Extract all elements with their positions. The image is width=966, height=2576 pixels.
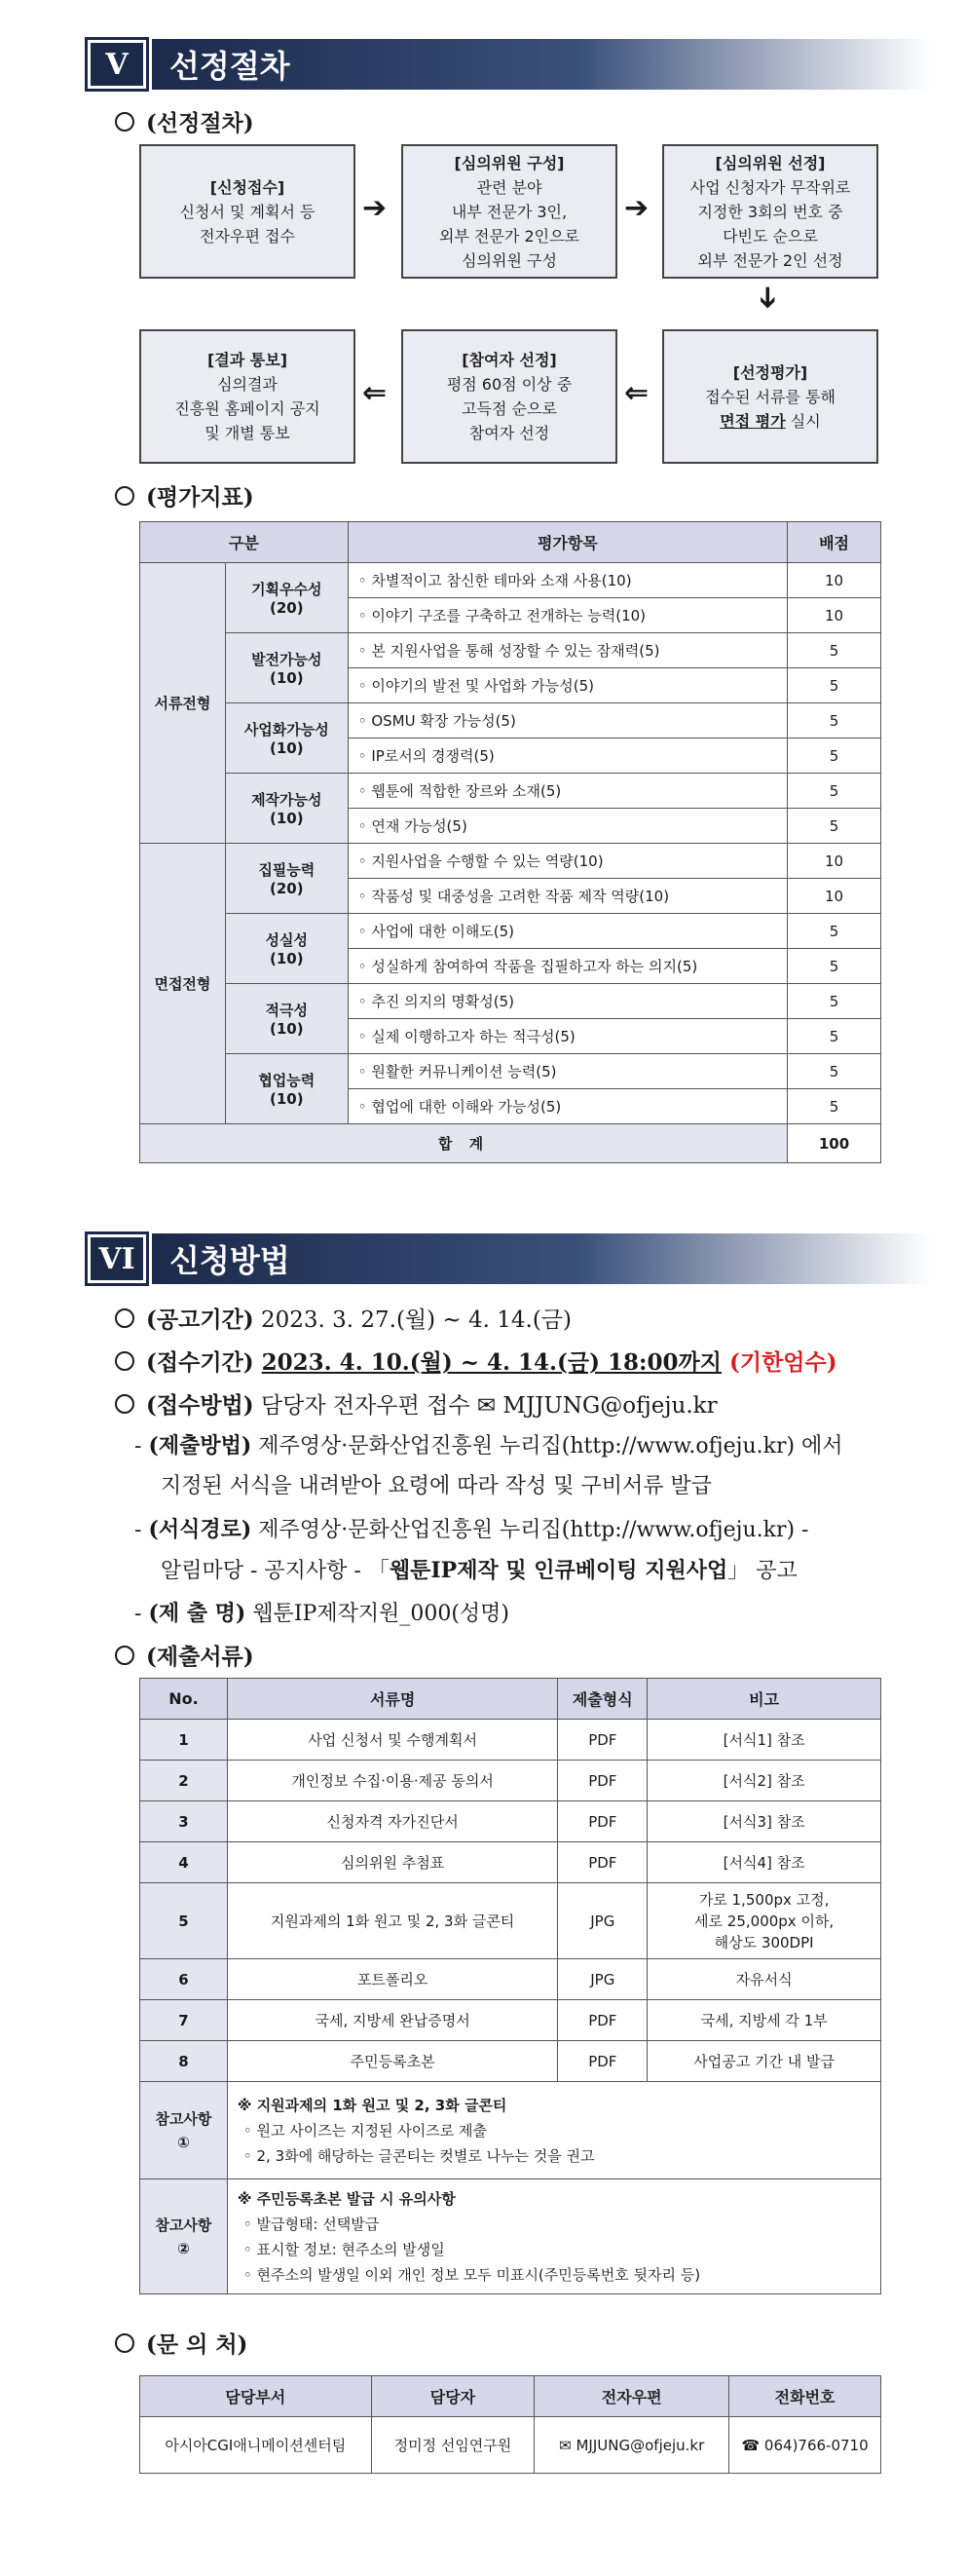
eval-item: ◦ 원활한 커뮤니케이션 능력(5) — [348, 1054, 787, 1089]
eval-item: ◦ 작품성 및 대중성을 고려한 작품 제작 역량(10) — [348, 879, 787, 914]
contact-phone: ☎ 064)766-0710 — [729, 2417, 881, 2474]
eval-item-score: 5 — [788, 703, 881, 739]
right-arrow-icon: ➔ — [624, 191, 650, 225]
doc-name: 주민등록초본 — [227, 2041, 557, 2082]
eval-item: ◦ 이야기의 발전 및 사업화 가능성(5) — [348, 668, 787, 703]
doc-name: 신청자격 자가진단서 — [227, 1801, 557, 1842]
header-score: 배점 — [788, 522, 881, 563]
eval-item: ◦ 협업에 대한 이해와 가능성(5) — [348, 1089, 787, 1124]
doc-remark: [서식1] 참조 — [648, 1720, 881, 1761]
eval-category-label — [225, 703, 348, 774]
step-box-evaluation: [선정평가] 접수된 서류를 통해 면접 평가 실시 — [662, 329, 878, 464]
header-doc-name: 서류명 — [227, 1679, 557, 1720]
eval-item-score: 10 — [788, 879, 881, 914]
doc-name: 지원과제의 1화 원고 및 2, 3화 글콘티 — [227, 1883, 557, 1959]
doc-no: 4 — [140, 1842, 228, 1883]
section-5-number: V — [88, 40, 146, 89]
contact-table — [139, 2375, 881, 2474]
contact-email-link[interactable]: ✉ MJJUNG@ofjeju.kr — [535, 2417, 729, 2474]
left-arrow-icon: ⇐ — [624, 376, 650, 410]
eval-item-score: 10 — [788, 598, 881, 633]
doc-remark: [서식2] 참조 — [648, 1761, 881, 1801]
eval-category-label — [225, 563, 348, 633]
doc-format: JPG — [558, 1883, 648, 1959]
eval-row — [140, 984, 881, 1019]
eval-item-score: 5 — [788, 914, 881, 949]
eval-row — [140, 563, 881, 598]
doc-no: 3 — [140, 1801, 228, 1842]
doc-format: PDF — [558, 1761, 648, 1801]
section-5-header — [88, 39, 931, 90]
eval-row — [140, 703, 881, 739]
doc-name: 사업 신청서 및 수행계획서 — [227, 1720, 557, 1761]
eval-item-score: 5 — [788, 809, 881, 844]
eval-item: ◦ 실제 이행하고자 하는 적극성(5) — [348, 1019, 787, 1054]
eval-item: ◦ 차별적이고 참신한 테마와 소재 사용(10) — [348, 563, 787, 598]
submit-method-line1: - (제출방법) 제주영상·문화산업진흥원 누리집(http://www.ofjeju.kr) 에서 — [134, 1433, 843, 1458]
eval-category-name: 적극성 — [265, 1002, 309, 1019]
eval-category-name: 협업능력 — [258, 1072, 316, 1089]
eval-item-score: 5 — [788, 984, 881, 1019]
eval-heading: (평가지표) — [115, 479, 254, 511]
note2-row — [140, 2179, 881, 2294]
header-category: 구분 — [140, 522, 349, 563]
section-6-number: VI — [88, 1234, 146, 1283]
doc-no: 6 — [140, 1959, 228, 2000]
eval-row — [140, 1054, 881, 1089]
eval-total-row — [140, 1124, 881, 1163]
procedure-heading: (선정절차) — [115, 105, 254, 137]
eval-item: ◦ 이야기 구조를 구축하고 전개하는 능력(10) — [348, 598, 787, 633]
contact-person: 정미정 선임연구원 — [371, 2417, 535, 2474]
eval-row — [140, 633, 881, 668]
eval-category-label — [225, 774, 348, 844]
doc-remark: [서식3] 참조 — [648, 1801, 881, 1842]
doc-row — [140, 1842, 881, 1883]
eval-total-value: 100 — [788, 1124, 881, 1163]
docs-heading: (제출서류) — [115, 1639, 254, 1671]
eval-category-score: (10) — [270, 739, 304, 757]
right-arrow-icon: ➔ — [362, 191, 388, 225]
eval-category-score: (20) — [270, 599, 304, 617]
eval-item: ◦ 본 지원사업을 통해 성장할 수 있는 잠재력(5) — [348, 633, 787, 668]
doc-format: PDF — [558, 2041, 648, 2082]
doc-remark: [서식4] 참조 — [648, 1842, 881, 1883]
header-format: 제출형식 — [558, 1679, 648, 1720]
note1-item: ◦ 2, 3화에 해당하는 글콘티는 컷별로 나누는 것을 권고 — [242, 2146, 595, 2165]
header-no: No. — [140, 1679, 228, 1720]
eval-category-label — [225, 1054, 348, 1124]
doc-no: 7 — [140, 2000, 228, 2041]
eval-item: ◦ 성실하게 참여하여 작품을 집필하고자 하는 의지(5) — [348, 949, 787, 984]
doc-no: 8 — [140, 2041, 228, 2082]
note2-item: ◦ 표시할 정보: 현주소의 발생일 — [242, 2240, 445, 2258]
section-5-title: 선정절차 — [152, 39, 931, 90]
receipt-method: (접수방법) 담당자 전자우편 접수 ✉ MJJUNG@ofjeju.kr — [115, 1387, 718, 1420]
eval-item: ◦ IP로서의 경쟁력(5) — [348, 739, 787, 774]
doc-remark: 가로 1,500px 고정, 세로 25,000px 이하, 해상도 300DPI — [648, 1883, 881, 1959]
eval-category-score: (10) — [270, 950, 304, 967]
eval-category-name: 제작가능성 — [251, 791, 322, 809]
eval-category-name: 기획우수성 — [251, 581, 322, 598]
header-remark: 비고 — [648, 1679, 881, 1720]
step-box-application: [신청접수] 신청서 및 계획서 등 전자우편 접수 — [139, 144, 355, 279]
receipt-period: (접수기간) 2023. 4. 10.(월) ~ 4. 14.(금) 18:00까지 (기한엄수) — [115, 1345, 837, 1377]
doc-format: PDF — [558, 2000, 648, 2041]
section-6-header — [88, 1233, 931, 1284]
eval-item: ◦ 추진 의지의 명확성(5) — [348, 984, 787, 1019]
doc-no: 5 — [140, 1883, 228, 1959]
doc-row — [140, 2000, 881, 2041]
doc-row — [140, 1720, 881, 1761]
header-email: 전자우편 — [535, 2376, 729, 2417]
eval-item-score: 5 — [788, 633, 881, 668]
header-phone: 전화번호 — [729, 2376, 881, 2417]
submit-method-line2: 지정된 서식을 내려받아 요령에 따라 작성 및 구비서류 발급 — [161, 1474, 712, 1498]
eval-item: ◦ 지원사업을 수행할 수 있는 역량(10) — [348, 844, 787, 879]
doc-name: 국세, 지방세 완납증명서 — [227, 2000, 557, 2041]
circle-bullet-icon — [115, 2333, 134, 2353]
note1-label: 참고사항 ① — [140, 2082, 228, 2179]
eval-category-label — [225, 844, 348, 914]
note2-content — [227, 2179, 880, 2294]
circle-bullet-icon — [115, 1646, 134, 1665]
eval-item-score: 5 — [788, 1019, 881, 1054]
eval-category-label — [225, 984, 348, 1054]
doc-row — [140, 2041, 881, 2082]
eval-item-score: 10 — [788, 563, 881, 598]
note2-title: ※ 주민등록초본 발급 시 유의사항 — [237, 2189, 456, 2208]
note1-title: ※ 지원과제의 1화 원고 및 2, 3화 글콘티 — [237, 2096, 507, 2114]
step-box-participant: [참여자 선정] 평점 60점 이상 중 고득점 순으로 참여자 선정 — [401, 329, 617, 464]
eval-category-label — [225, 914, 348, 984]
evaluation-table — [139, 521, 881, 1163]
eval-item: ◦ 연재 가능성(5) — [348, 809, 787, 844]
eval-group-label: 면접전형 — [140, 844, 226, 1124]
circle-bullet-icon — [115, 486, 134, 506]
doc-remark: 사업공고 기간 내 발급 — [648, 2041, 881, 2082]
eval-item: ◦ 사업에 대한 이해도(5) — [348, 914, 787, 949]
eval-item-score: 10 — [788, 844, 881, 879]
eval-category-name: 사업화가능성 — [243, 721, 329, 739]
documents-table — [139, 1678, 881, 2294]
contact-department: 아시아CGI애니메이션센터팀 — [140, 2417, 372, 2474]
eval-row — [140, 774, 881, 809]
step-box-selection: [심의위원 선정] 사업 신청자가 무작위로 지정한 3회의 번호 중 다빈도 순으로 외부 전문가 2인 선정 — [662, 144, 878, 279]
doc-no: 2 — [140, 1761, 228, 1801]
doc-no: 1 — [140, 1720, 228, 1761]
eval-item-score: 5 — [788, 1054, 881, 1089]
doc-name: 포트폴리오 — [227, 1959, 557, 2000]
doc-row — [140, 1959, 881, 2000]
eval-category-name: 발전가능성 — [251, 651, 322, 668]
doc-row — [140, 1801, 881, 1842]
eval-group-label: 서류전형 — [140, 563, 226, 844]
step-box-notification: [결과 통보] 심의결과 진흥원 홈페이지 공지 및 개별 통보 — [139, 329, 355, 464]
doc-format: PDF — [558, 1720, 648, 1761]
doc-remark: 자유서식 — [648, 1959, 881, 2000]
header-person: 담당자 — [371, 2376, 535, 2417]
note1-item: ◦ 원고 사이즈는 지정된 사이즈로 제출 — [242, 2121, 487, 2140]
header-item: 평가항목 — [348, 522, 787, 563]
eval-row — [140, 914, 881, 949]
note1-content — [227, 2082, 880, 2179]
eval-item-score: 5 — [788, 668, 881, 703]
contact-heading: (문 의 처) — [115, 2327, 247, 2359]
eval-category-score: (10) — [270, 810, 304, 827]
eval-category-label — [225, 633, 348, 703]
eval-item-score: 5 — [788, 739, 881, 774]
eval-category-name: 성실성 — [265, 931, 309, 949]
header-department: 담당부서 — [140, 2376, 372, 2417]
doc-remark: 국세, 지방세 각 1부 — [648, 2000, 881, 2041]
doc-name: 개인정보 수집·이용·제공 동의서 — [227, 1761, 557, 1801]
submit-name-line: - (제 출 명) 웹툰IP제작지원_000(성명) — [134, 1601, 510, 1626]
eval-category-score: (10) — [270, 1020, 304, 1038]
note2-item: ◦ 발급형태: 선택발급 — [242, 2215, 380, 2233]
eval-item: ◦ 웹툰에 적합한 장르와 소재(5) — [348, 774, 787, 809]
eval-category-score: (10) — [270, 1090, 304, 1108]
note2-item: ◦ 현주소의 발생일 이외 개인 정보 모두 미표시(주민등록번호 뒷자리 등) — [242, 2265, 701, 2284]
down-arrow-icon: ➔ — [751, 284, 786, 311]
doc-name: 심의위원 추첨표 — [227, 1842, 557, 1883]
announce-period: (공고기간) 2023. 3. 27.(월) ~ 4. 14.(금) — [115, 1302, 572, 1334]
circle-bullet-icon — [115, 112, 134, 132]
doc-format: JPG — [558, 1959, 648, 2000]
circle-bullet-icon — [115, 1394, 134, 1414]
eval-item-score: 5 — [788, 1089, 881, 1124]
eval-category-score: (10) — [270, 669, 304, 687]
section-6-title: 신청방법 — [152, 1233, 931, 1284]
doc-row — [140, 1761, 881, 1801]
eval-row — [140, 844, 881, 879]
eval-category-name: 집필능력 — [258, 861, 316, 879]
form-path-line1: - (서식경로) 제주영상·문화산업진흥원 누리집(http://www.ofjeju.kr) - — [134, 1517, 809, 1542]
doc-format: PDF — [558, 1801, 648, 1842]
left-arrow-icon: ⇐ — [362, 376, 388, 410]
circle-bullet-icon — [115, 1351, 134, 1371]
doc-format: PDF — [558, 1842, 648, 1883]
step-box-committee: [심의위원 구성] 관련 분야 내부 전문가 3인, 외부 전문가 2인으로 심의위원 구성 — [401, 144, 617, 279]
eval-total-label: 합 계 — [140, 1124, 788, 1163]
eval-item-score: 5 — [788, 774, 881, 809]
circle-bullet-icon — [115, 1308, 134, 1328]
eval-item: ◦ OSMU 확장 가능성(5) — [348, 703, 787, 739]
form-path-line2: 알림마당 - 공지사항 - 「웹툰IP제작 및 인큐베이팅 지원사업」 공고 — [161, 1558, 798, 1583]
note2-label: 참고사항 ② — [140, 2179, 228, 2294]
eval-category-score: (20) — [270, 880, 304, 897]
note1-row — [140, 2082, 881, 2179]
doc-row — [140, 1883, 881, 1959]
eval-item-score: 5 — [788, 949, 881, 984]
